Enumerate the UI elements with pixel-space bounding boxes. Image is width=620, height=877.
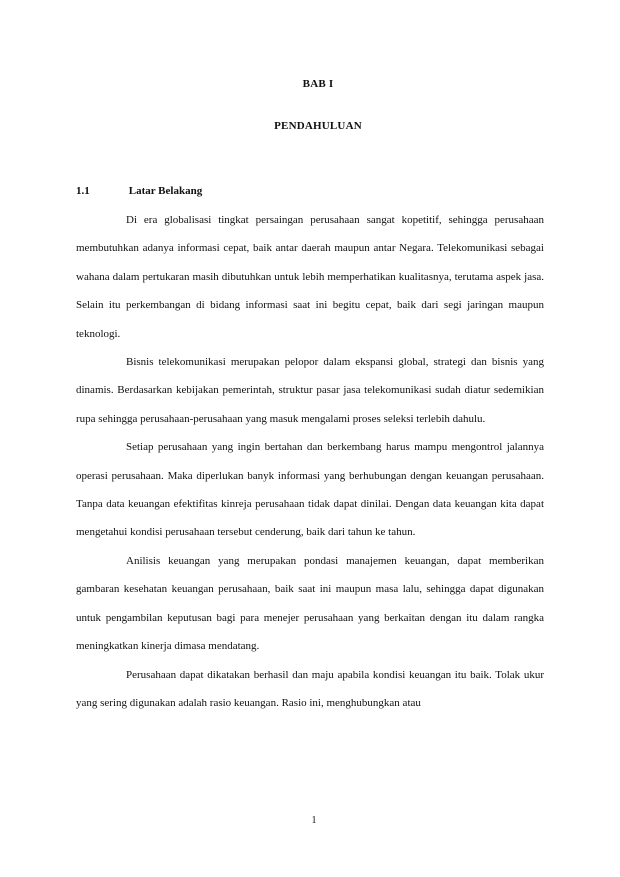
section-title: Latar Belakang	[128, 185, 203, 197]
paragraph-2: Bisnis telekomunikasi merupakan pelopor dalam ekspansi global, strategi dan bisnis yang dinamis. Berdasarkan kebijakan pemerintah, struktur pasar jasa telekomunikasi sudah diatur sedemikian rupa sehingga perusahaan-perusahaan yang masuk mengalami proses seleksi terlebih dahulu.	[76, 356, 544, 425]
page-number: 1	[311, 815, 317, 826]
paragraph-1: Di era globalisasi tingkat persaingan perusahaan sangat kopetitif, sehingga perusahaan membutuhkan adanya informasi cepat, baik antar daerah maupun antar Negara. Telekomunikasi sebagai wahana dalam pertukaran masih dibutuhkan untuk lebih memperhatikan kualitasnya, terutama aspek jasa. Selain itu perkembangan di bidang informasi saat ini begitu cepat, baik dari segi jaringan maupun teknologi.	[76, 214, 544, 340]
paragraph-3: Setiap perusahaan yang ingin bertahan dan berkembang harus mampu mengontrol jalannya operasi perusahaan. Maka diperlukan banyk informasi yang berhubungan dengan keuangan perusahaan. Tanpa data keuangan efektifitas kinreja perusahaan tidak dapat dinilai. Dengan data keuangan kita dapat mengetahui kondisi perusahaan tersebut cenderung, baik dari tahun ke tahun.	[76, 441, 544, 539]
paragraph-4: Anilisis keuangan yang merupakan pondasi manajemen keuangan, dapat memberikan gambaran kesehatan keuangan perusahaan, baik saat ini maupun masa lalu, sehingga dapat digunakan untuk pengambilan keputusan bagi para menejer perusahaan yang berkaitan dengan itu dalam rangka meningkatkan kinerja dimasa mendatang.	[76, 554, 544, 653]
chapter-title: PENDAHULUAN	[274, 120, 362, 132]
section-number: 1.1	[76, 185, 90, 197]
paragraph-5: Perusahaan dapat dikatakan berhasil dan maju apabila kondisi keuangan itu baik. Tolak ukur yang sering digunakan adalah rasio keuangan. Rasio ini, menghubungkan atau	[76, 668, 544, 709]
body-text	[76, 206, 544, 717]
chapter-number: BAB I	[302, 78, 334, 90]
section-heading	[76, 185, 202, 197]
